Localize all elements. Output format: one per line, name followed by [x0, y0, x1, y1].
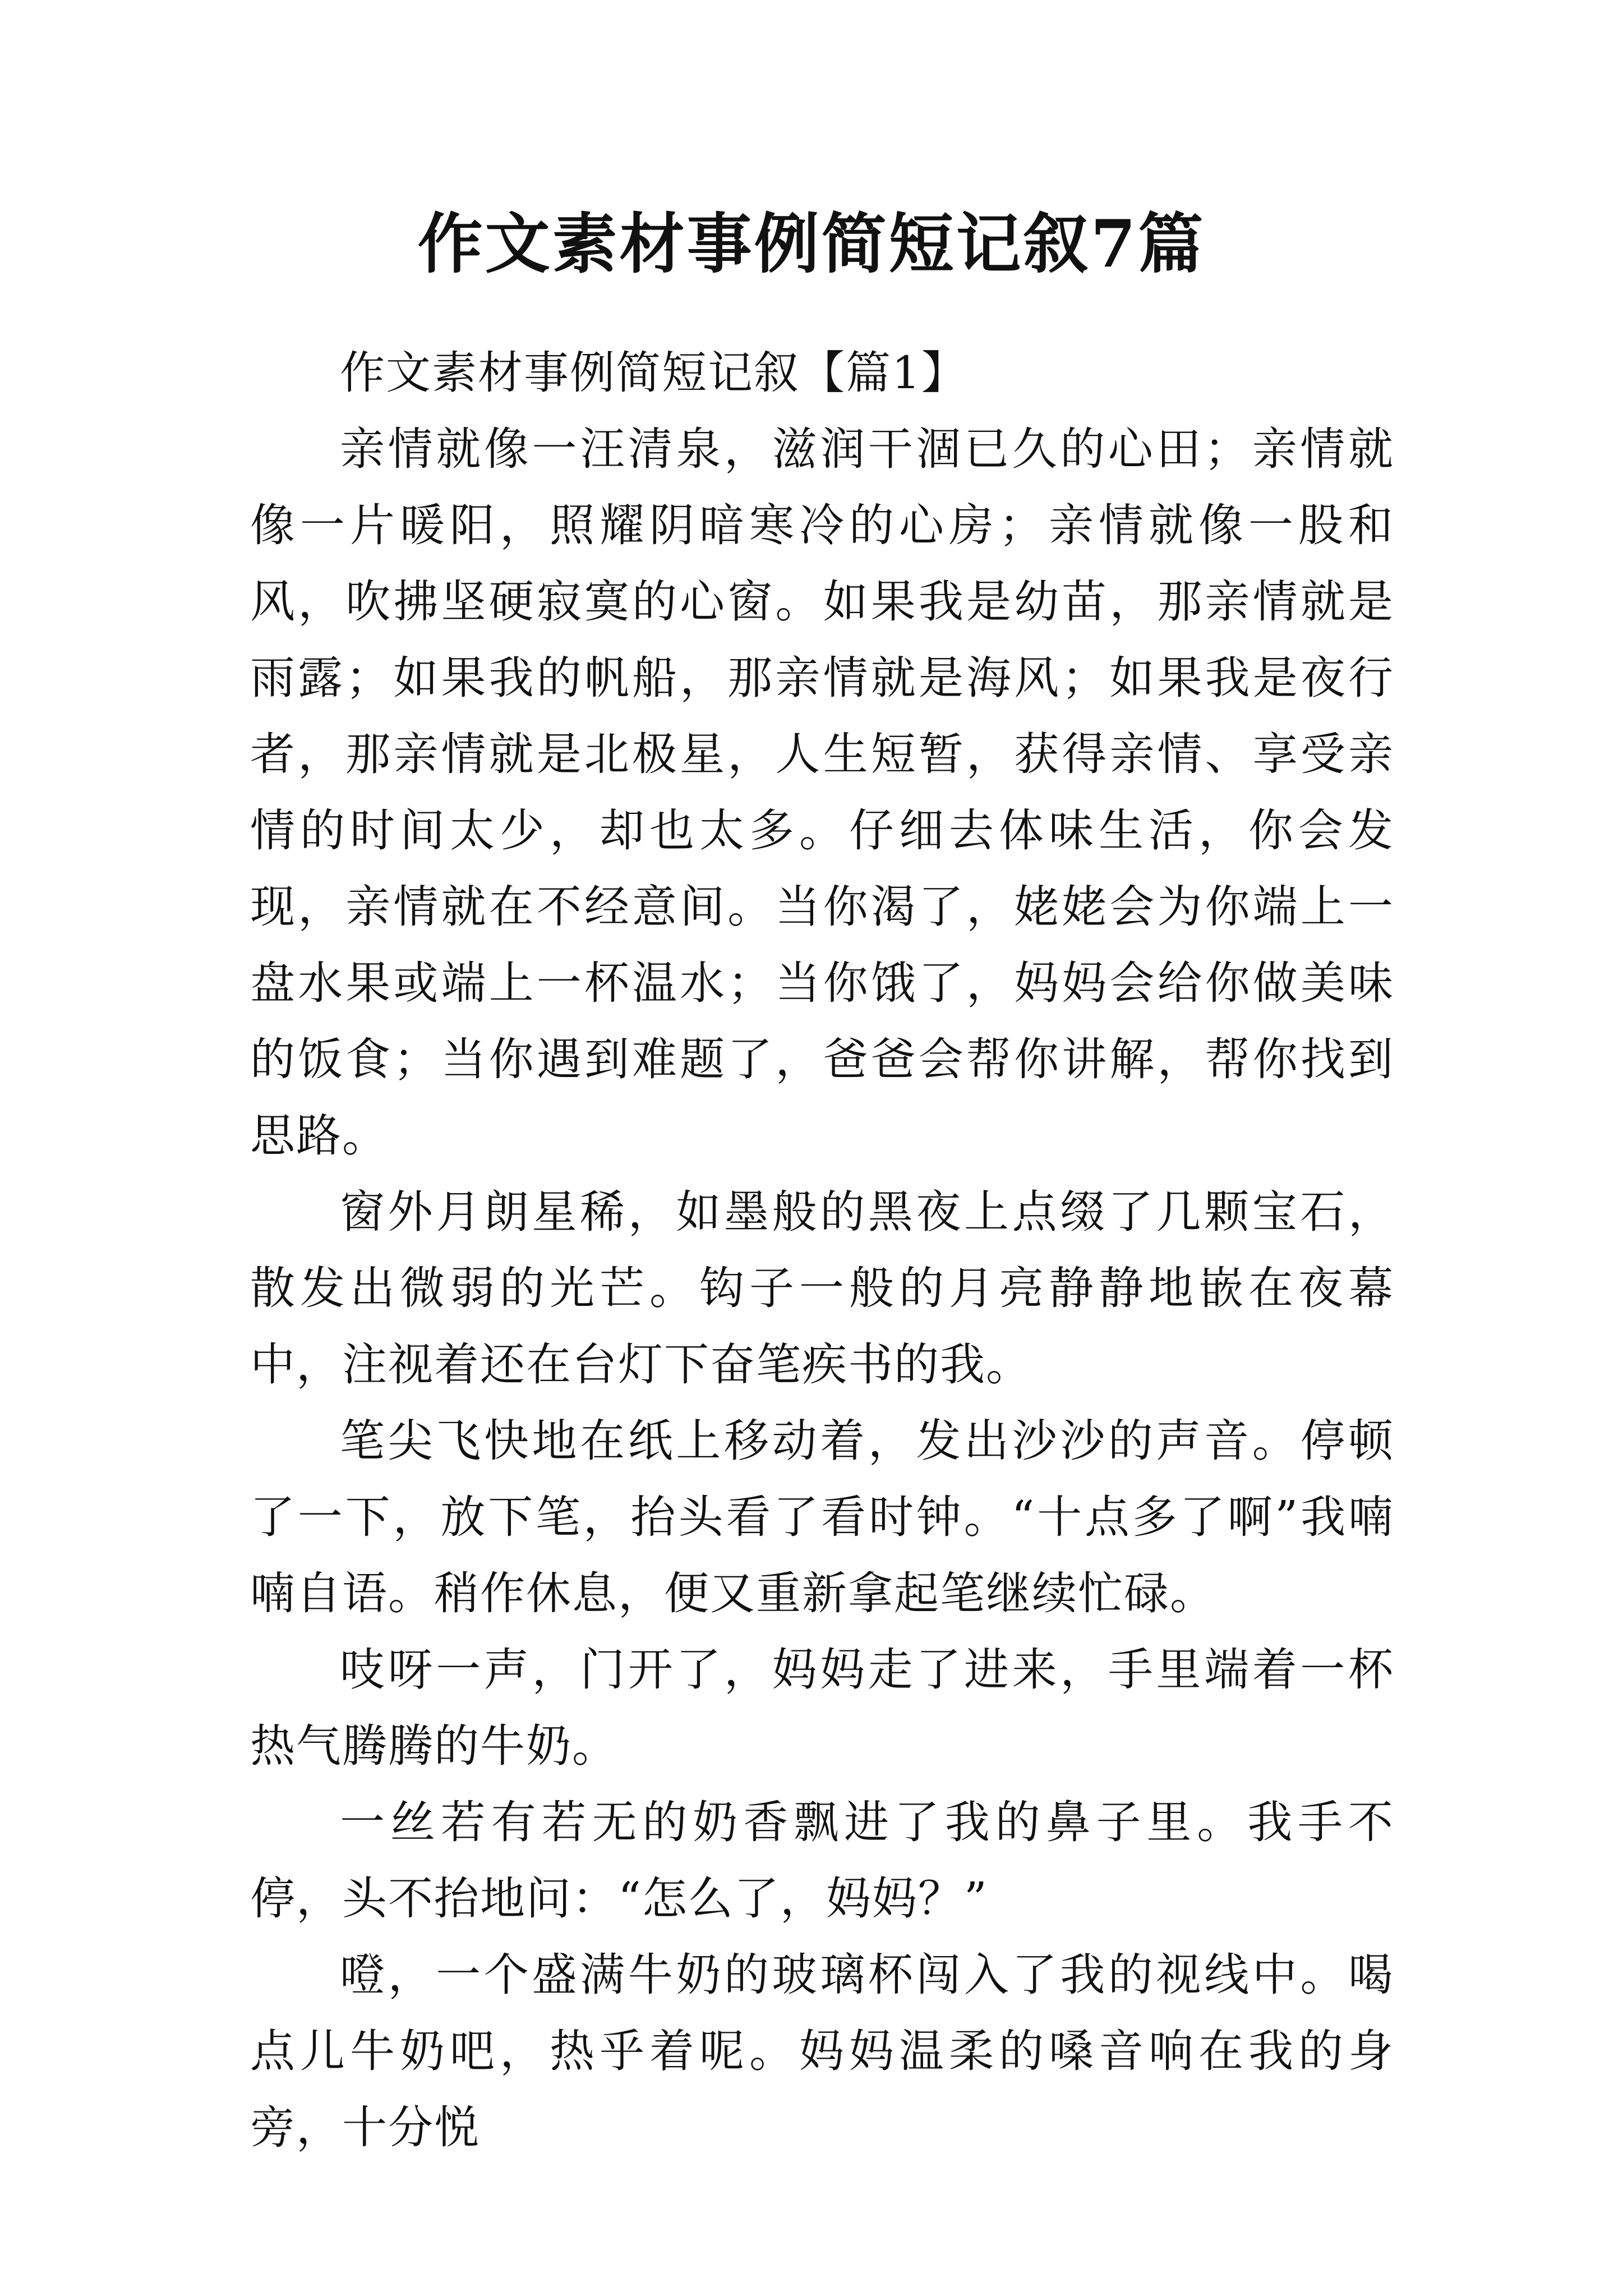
paragraph: 亲情就像一汪清泉，滋润干涸已久的心田；亲情就像一片暖阳，照耀阴暗寒冷的心房；亲情就像一股和风，吹拂坚硬寂寞的心窗。如果我是幼苗，那亲情就是雨露；如果我的帆船，那亲情就是海风；如果我是夜行者，那亲情就是北极星，人生短暂，获得亲情、享受亲情的时间太少，却也太多。仔细去体味生活，你会发现，亲情就在不经意间。当你渴了，姥姥会为你端上一盘水果或端上一杯温水；当你饿了，妈妈会给你做美味的饭食；当你遇到难题了，爸爸会帮你讲解，帮你找到思路。 [250, 423, 1394, 1162]
section-heading: 作文素材事例简短记叙【篇1】 [340, 347, 967, 399]
document-body [250, 335, 1394, 2166]
paragraph: 吱呀一声，门开了，妈妈走了进来，手里端着一杯热气腾腾的牛奶。 [250, 1644, 1394, 1772]
paragraph: 一丝若有若无的奶香飘进了我的鼻子里。我手不停，头不抬地问：“怎么了，妈妈？” [250, 1796, 1394, 1925]
paragraph: 笔尖飞快地在纸上移动着，发出沙沙的声音。停顿了一下，放下笔，抬头看了看时钟。“十点多了啊”我喃喃自语。稍作休息，便又重新拿起笔继续忙碌。 [250, 1415, 1394, 1619]
paragraph: 噔，一个盛满牛奶的玻璃杯闯入了我的视线中。喝点儿牛奶吧，热乎着呢。妈妈温柔的嗓音响在我的身旁，十分悦 [250, 1949, 1394, 2154]
paragraph: 窗外月朗星稀，如墨般的黑夜上点缀了几颗宝石，散发出微弱的光芒。钩子一般的月亮静静地嵌在夜幕中，注视着还在台灯下奋笔疾书的我。 [250, 1186, 1394, 1391]
document-title: 作文素材事例简短记叙7篇 [417, 206, 1206, 282]
